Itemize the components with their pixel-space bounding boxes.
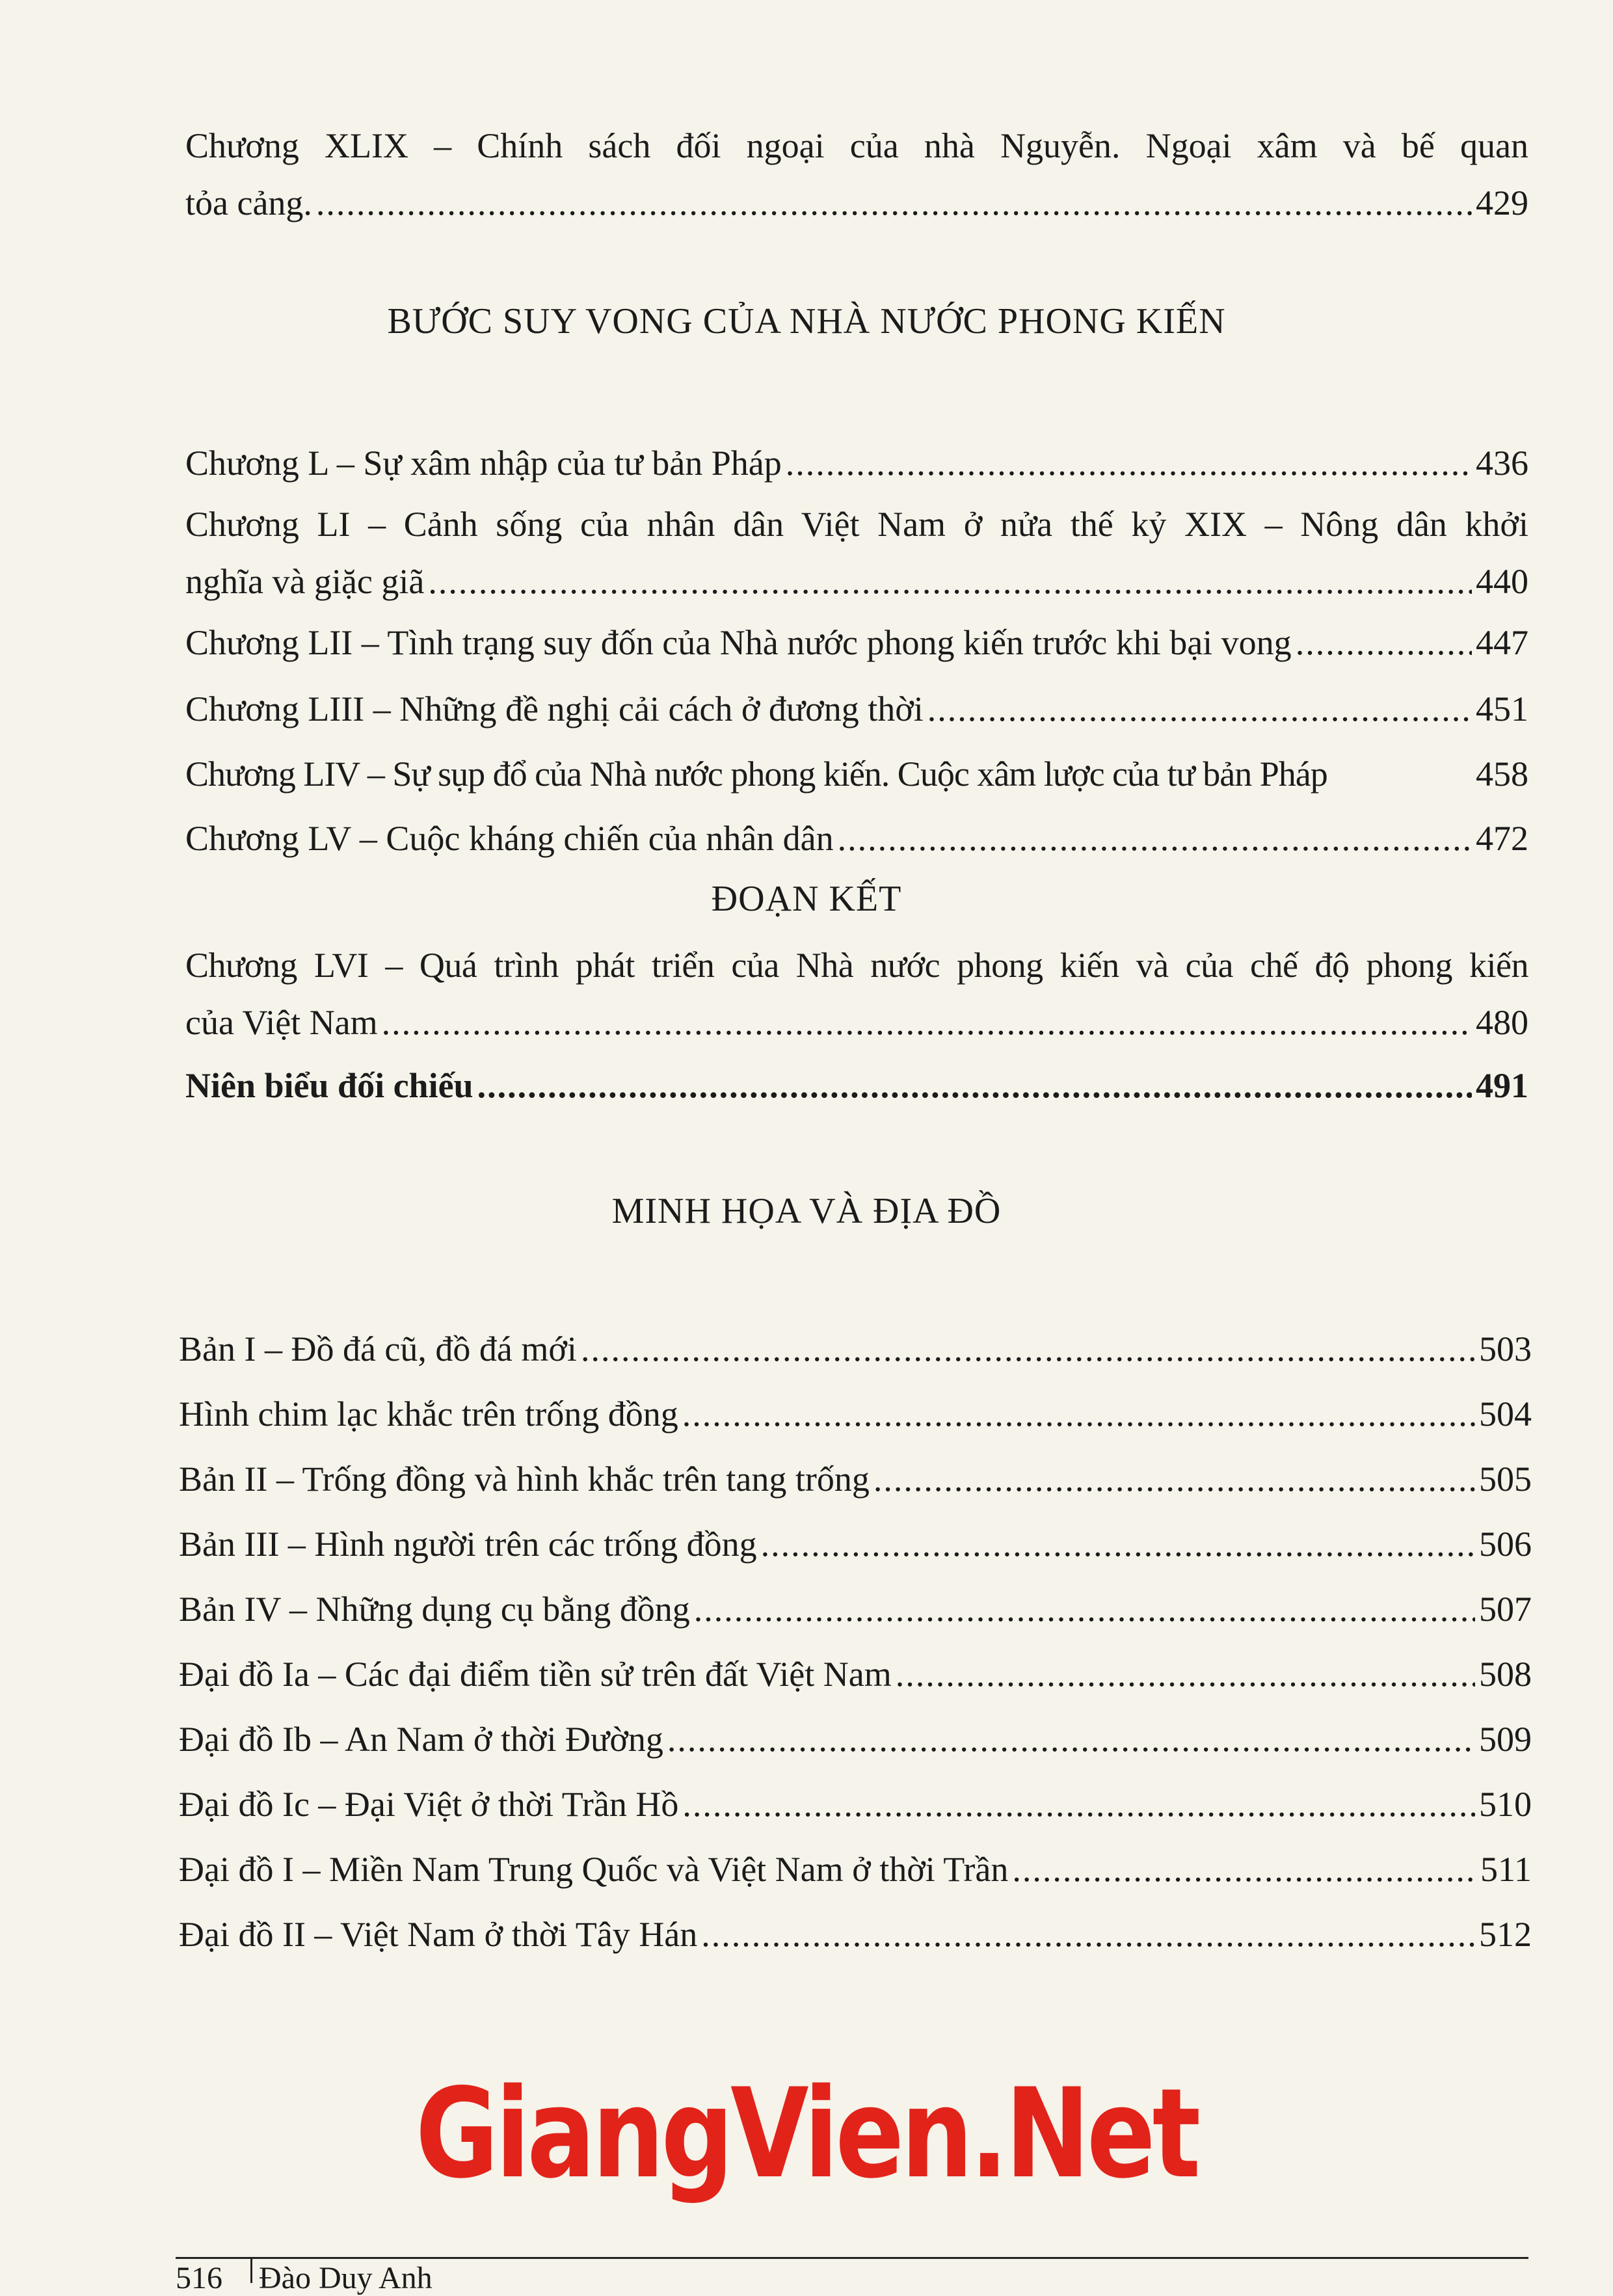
toc-entry-title: Chương LVI – Quá trình phát triển của Nhà nước phong kiến và của chế độ phong kiến [185,946,1528,985]
toc-entry-illustration [179,1581,1532,1638]
toc-entry-title: Đại đồ Ib – An Nam ở thời Đường [179,1720,663,1759]
section-heading-decline: BƯỚC SUY VONG CỦA NHÀ NƯỚC PHONG KIẾN [387,301,1226,341]
leader-dots [1012,1841,1476,1898]
toc-entry-chronology [185,1057,1528,1114]
toc-entry-title: Đại đồ Ic – Đại Việt ở thời Trần Hồ [179,1785,679,1824]
leader-dots [581,1320,1475,1378]
toc-entry-title: Chương XLIX – Chính sách đối ngoại của nhà Nguyễn. Ngoại xâm và bế quan [185,126,1528,165]
toc-entry-ch50 [185,434,1528,492]
toc-entry-ch53 [185,680,1528,738]
toc-entry-title: Chương L – Sự xâm nhập của tư bản Pháp [185,444,782,483]
toc-entry-illustration [179,1385,1532,1443]
leader-dots [896,1646,1475,1703]
toc-entry-title: Đại đồ II – Việt Nam ở thời Tây Hán [179,1915,698,1954]
leader-dots [927,680,1472,738]
toc-page-number: 511 [1480,1850,1532,1889]
toc-page-number: 510 [1479,1785,1532,1824]
section-heading-conclusion: ĐOẠN KẾT [711,879,902,919]
toc-entry-ch49 [185,117,1528,232]
toc-entry-title: Bản II – Trống đồng và hình khắc trên tang trống [179,1460,870,1499]
toc-entry-ch54 [185,745,1528,803]
toc-entry-title: Đại đồ Ia – Các đại điểm tiền sử trên đất Việt Nam [179,1655,892,1694]
leader-dots [1296,614,1472,671]
toc-entry-title: Bản I – Đồ đá cũ, đồ đá mới [179,1329,577,1368]
toc-page-number: 472 [1476,819,1528,858]
toc-page-number: 429 [1476,183,1528,222]
toc-entry-illustration [179,1711,1532,1768]
leader-dots [682,1385,1475,1443]
leader-dots [477,1057,1472,1114]
toc-entry-title-cont: tỏa cảng. [185,183,312,222]
toc-page-number: 505 [1479,1460,1532,1499]
leader-dots [682,1776,1475,1833]
watermark: GiangVien.Net [415,2062,1198,2206]
toc-entry-title: Chương LI – Cảnh sống của nhân dân Việt Nam ở nửa thế kỷ XIX – Nông dân khởi [185,505,1528,544]
toc-entry-ch55 [185,810,1528,867]
toc-page-number: 436 [1476,444,1528,483]
leader-dots [428,553,1472,610]
footer-page-number: 516 [176,2261,222,2295]
leader-dots [667,1711,1475,1768]
leader-dots [786,434,1472,492]
toc-entry-title: Hình chim lạc khắc trên trống đồng [179,1395,678,1434]
toc-entry-title-cont: của Việt Nam [185,1003,378,1042]
leader-dots [701,1906,1475,1963]
toc-entry-illustration [179,1906,1532,1963]
leader-dots [316,174,1472,232]
section-heading-illustrations: MINH HỌA VÀ ĐỊA ĐỒ [611,1191,1002,1231]
leader-dots [761,1515,1475,1573]
leader-dots [873,1450,1475,1508]
toc-entry-ch56 [185,937,1528,1051]
toc-page-number: 491 [1476,1066,1528,1105]
toc-page-number: 504 [1479,1395,1532,1434]
toc-entry-title: Niên biểu đối chiếu [185,1066,473,1105]
toc-page-number: 440 [1476,562,1528,601]
toc-entry-ch52 [185,614,1528,671]
footer-author: Đào Duy Anh [259,2261,433,2295]
toc-page-number: 451 [1476,689,1528,728]
toc-entry-title: Bản III – Hình người trên các trống đồng [179,1525,757,1564]
toc-page-number: 447 [1476,623,1528,662]
toc-entry-ch51 [185,496,1528,610]
toc-page-number: 506 [1479,1525,1532,1564]
footer-rule [176,2257,1528,2259]
toc-entry-illustration [179,1320,1532,1378]
leader-dots [694,1581,1475,1638]
toc-entry-illustration [179,1776,1532,1833]
toc-entry-title-cont: nghĩa và giặc giã [185,562,425,601]
toc-entry-title: Chương LV – Cuộc kháng chiến của nhân dân [185,819,834,858]
toc-entry-illustration [179,1515,1532,1573]
toc-page-number: 509 [1479,1720,1532,1759]
footer-divider [250,2257,252,2283]
toc-entry-title: Chương LIII – Những đề nghị cải cách ở đương thời [185,689,924,728]
toc-entry-illustration [179,1841,1532,1898]
toc-page-number: 507 [1479,1590,1532,1629]
toc-page-number: 512 [1479,1915,1532,1954]
toc-entry-illustration [179,1646,1532,1703]
toc-entry-title: Chương LII – Tình trạng suy đốn của Nhà nước phong kiến trước khi bại vong [185,623,1292,662]
toc-page-number: 480 [1476,1003,1528,1042]
toc-entry-illustration [179,1450,1532,1508]
toc-entry-title: Bản IV – Những dụng cụ bằng đồng [179,1590,690,1629]
leader-dots [382,994,1472,1051]
toc-page-number: 458 [1476,754,1528,794]
toc-entry-title: Chương LIV – Sự sụp đổ của Nhà nước phong kiến. Cuộc xâm lược của tư bản Pháp [185,754,1327,794]
leader-dots [838,810,1472,867]
toc-entry-title: Đại đồ I – Miền Nam Trung Quốc và Việt Nam ở thời Trần [179,1850,1009,1889]
toc-page-number: 503 [1479,1329,1532,1368]
toc-page-number: 508 [1479,1655,1532,1694]
